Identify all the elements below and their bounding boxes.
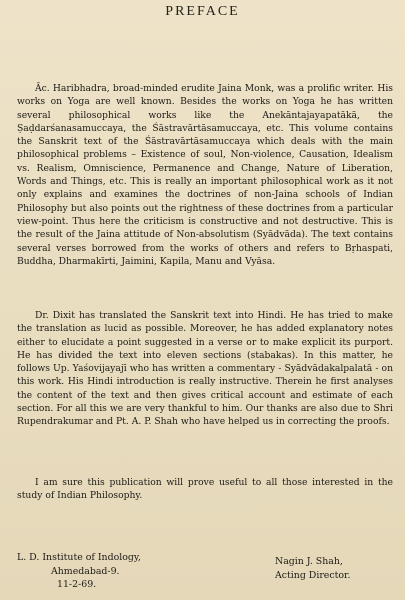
signatory-block	[275, 555, 350, 582]
paragraph-2	[17, 309, 393, 429]
signatory-role: Acting Director.	[275, 569, 351, 581]
paragraph-3-text: I am sure this publication will prove useful to all those interested in the study of Indian Philosophy.	[17, 477, 393, 502]
paragraph-1	[17, 82, 393, 268]
page-title: PREFACE	[165, 4, 240, 19]
paragraph-2-text: Dr. Dixit has translated the Sanskrit text into Hindi. He has tried to make the translation as lucid as possible. Moreover, he has added explanatory notes either to elucidate a point suggested in a verse or to make explicit its purport. He has divided the text into eleven sections (stabakas). In this matter, he follows Up. Yaśovijayajī who has written a commentary - Syādvādakalpalatā - on this work. His Hindi introduction is really instructive. Therein he first analyses the content of the text and then gives critical account and estimate of each section. For all this we are very thankful to him. Our thanks are also due to Shri Rupendrakumar and Pt. A. P. Shah who have helped us in correcting the proofs.	[17, 310, 393, 428]
institute-block	[17, 551, 141, 592]
paragraph-3	[17, 476, 393, 503]
institute-name: L. D. Institute of Indology,	[17, 552, 141, 563]
paragraph-1-text: Āc. Haribhadra, broad-minded erudite Jaina Monk, was a prolific writer. His works on Yoga are well known. Besides the works on Yoga he has written several philosophical works like the Anekāntajayapatākā, the Ṣaḍdarśanasamuccaya, the Śāstravārtāsamuccaya, etc. This volume contains the Sanskrit text of the Śāstravārtāsamuccaya which deals with the main philosophical problems – Existence of soul, Non-violence, Causation, Idealism vs. Realism, Omniscience, Permanence and Change, Nature of Liberation, Words and Things, etc. This is really an important philosophical work as it not only explains and examines the doctrines of non-Jaina schools of Indian Philosophy but also points out the rightness of these doctrines from a particular view-point. Thus here the criticism is constructive and not destructive. This is the result of the Jaina attitude of Non-absolutism (Syādvāda). The text contains several verses borrowed from the works of others and refers to Bṛhaspati, Buddha, Dharmakīrti, Jaimini, Kapila, Manu and Vyāsa.	[17, 83, 393, 267]
institute-city: Ahmedabad-9.	[51, 565, 120, 577]
preface-date: 11-2-69.	[57, 579, 97, 590]
signatory-name: Nagin J. Shah,	[275, 556, 343, 567]
